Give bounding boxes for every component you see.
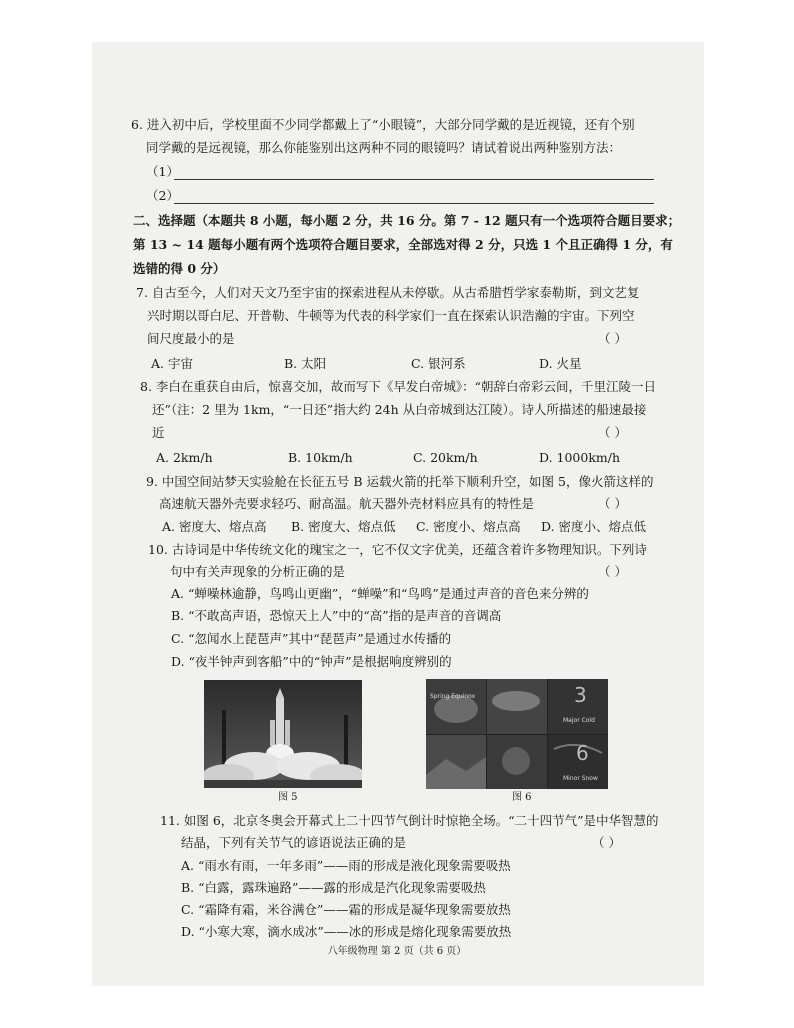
q11-line-2: 结晶，下列有关节气的谚语说法正确的是 [181, 835, 407, 850]
q11-option-c[interactable]: C. “霜降有霜，米谷满仓”——霜的形成是凝华现象需要放热 [181, 902, 511, 917]
q9-option-d[interactable]: D. 密度小、熔点低 [541, 519, 647, 534]
fig6-panel-text-3: Minor Snow [563, 775, 598, 782]
q11-option-b[interactable]: B. “白露，露珠遍路”——露的形成是汽化现象需要吸热 [181, 880, 486, 895]
q9-answer-bracket[interactable]: （ ） [598, 496, 627, 511]
q6-answer-line-2[interactable] [174, 203, 654, 204]
section2-header-line-1: 二、选择题（本题共 8 小题，每小题 2 分，共 16 分。第 7 - 12 题只有一个选项符合题目要求； [133, 213, 681, 228]
q9-option-a[interactable]: A. 密度大、熔点高 [162, 519, 267, 534]
q9-option-b[interactable]: B. 密度大、熔点低 [291, 519, 396, 534]
q6-answer-line-1[interactable] [174, 179, 654, 180]
q11-answer-bracket[interactable]: （ ） [592, 835, 621, 850]
section2-header-line-3: 选错的得 0 分） [133, 261, 226, 276]
figure-6-solar-terms-image [426, 679, 608, 789]
q11-option-a[interactable]: A. “雨水有雨，一年多雨”——雨的形成是液化现象需要吸热 [181, 858, 511, 873]
q7-line-2: 兴时期以哥白尼、开普勒、牛顿等为代表的科学家们一直在探索认识浩瀚的宇宙。下列空 [147, 308, 635, 323]
fig6-panel-number-3: 3 [574, 683, 587, 707]
q8-line-3: 近 [152, 425, 165, 440]
q10-option-a[interactable]: A. “蝉噪林逾静，鸟鸣山更幽”，“蝉噪”和“鸟鸣”是通过声音的音色来分辨的 [171, 586, 589, 601]
figure-5-caption: 图 5 [278, 792, 298, 803]
q7-line-3: 间尺度最小的是 [147, 331, 235, 346]
q8-line-1: 8. 李白在重获自由后，惊喜交加，故而写下《早发白帝城》：“朝辞白帝彩云间，千里江陵一日 [140, 379, 657, 394]
q9-line-2: 高速航天器外壳要求轻巧、耐高温。航天器外壳材料应具有的特性是 [159, 496, 535, 511]
q7-option-d[interactable]: D. 火星 [539, 356, 582, 371]
page-footer: 八年级物理 第 2 页（共 6 页） [327, 946, 467, 957]
q10-line-2: 句中有关声现象的分析正确的是 [170, 564, 346, 579]
fig6-panel-text-2: Major Cold [563, 717, 595, 724]
figure-5-rocket-launch-image [204, 680, 362, 788]
q8-option-d[interactable]: D. 1000km/h [539, 450, 621, 465]
q7-option-a[interactable]: A. 宇宙 [151, 356, 193, 371]
q8-option-b[interactable]: B. 10km/h [288, 450, 353, 465]
fig6-panel-text-1: Spring Equinox [430, 693, 476, 700]
q9-line-1: 9. 中国空间站梦天实验舱在长征五号 B 运载火箭的托举下顺利升空，如图 5，像火箭这样的 [146, 474, 654, 489]
section2-header-line-2: 第 13 ~ 14 题每小题有两个选项符合题目要求，全部选对得 2 分，只选 1 个且正确得 1 分，有 [133, 237, 673, 252]
q8-option-c[interactable]: C. 20km/h [413, 450, 478, 465]
q11-line-1: 11. 如图 6，北京冬奥会开幕式上二十四节气倒计时惊艳全场。“二十四节气”是中华智慧的 [160, 813, 659, 828]
q7-option-c[interactable]: C. 银河系 [411, 356, 466, 371]
q10-line-1: 10. 古诗词是中华传统文化的瑰宝之一，它不仅文字优美，还蕴含着许多物理知识。下列诗 [148, 542, 647, 557]
q9-option-c[interactable]: C. 密度小、熔点高 [416, 519, 521, 534]
q10-option-d[interactable]: D. “夜半钟声到客船”中的“钟声”是根据响度辨别的 [171, 654, 452, 669]
q8-answer-bracket[interactable]: （ ） [598, 425, 627, 440]
q7-answer-bracket[interactable]: （ ） [598, 331, 627, 346]
q7-line-1: 7. 自古至今，人们对天文乃至宇宙的探索进程从未停歇。从古希腊哲学家泰勒斯，到文艺复 [136, 285, 640, 300]
q11-option-d[interactable]: D. “小寒大寒，滴水成冰”——冰的形成是熔化现象需要放热 [181, 924, 512, 939]
q6-line-2: 同学戴的是远视镜，那么你能鉴别出这两种不同的眼镜吗？请试着说出两种鉴别方法： [146, 140, 622, 155]
q7-option-b[interactable]: B. 太阳 [284, 356, 327, 371]
figure-6-caption: 图 6 [512, 792, 532, 803]
q6-blank-2-label: （2） [146, 188, 179, 203]
q8-option-a[interactable]: A. 2km/h [156, 450, 213, 465]
q10-option-b[interactable]: B. “不敢高声语，恐惊天上人”中的“高”指的是声音的音调高 [171, 608, 502, 623]
q6-blank-1-label: （1） [146, 164, 179, 179]
q6-line-1: 6. 进入初中后，学校里面不少同学都戴上了“小眼镜”，大部分同学戴的是近视镜，还有个别 [131, 117, 635, 132]
q10-answer-bracket[interactable]: （ ） [598, 564, 627, 579]
fig6-panel-number-6: 6 [576, 741, 589, 765]
q8-line-2: 还”（注：2 里为 1km，“一日还”指大约 24h 从白帝城到达江陵）。诗人所描述的船速最接 [152, 402, 647, 417]
q10-option-c[interactable]: C. “忽闻水上琵琶声”其中“琵琶声”是通过水传播的 [171, 631, 452, 646]
